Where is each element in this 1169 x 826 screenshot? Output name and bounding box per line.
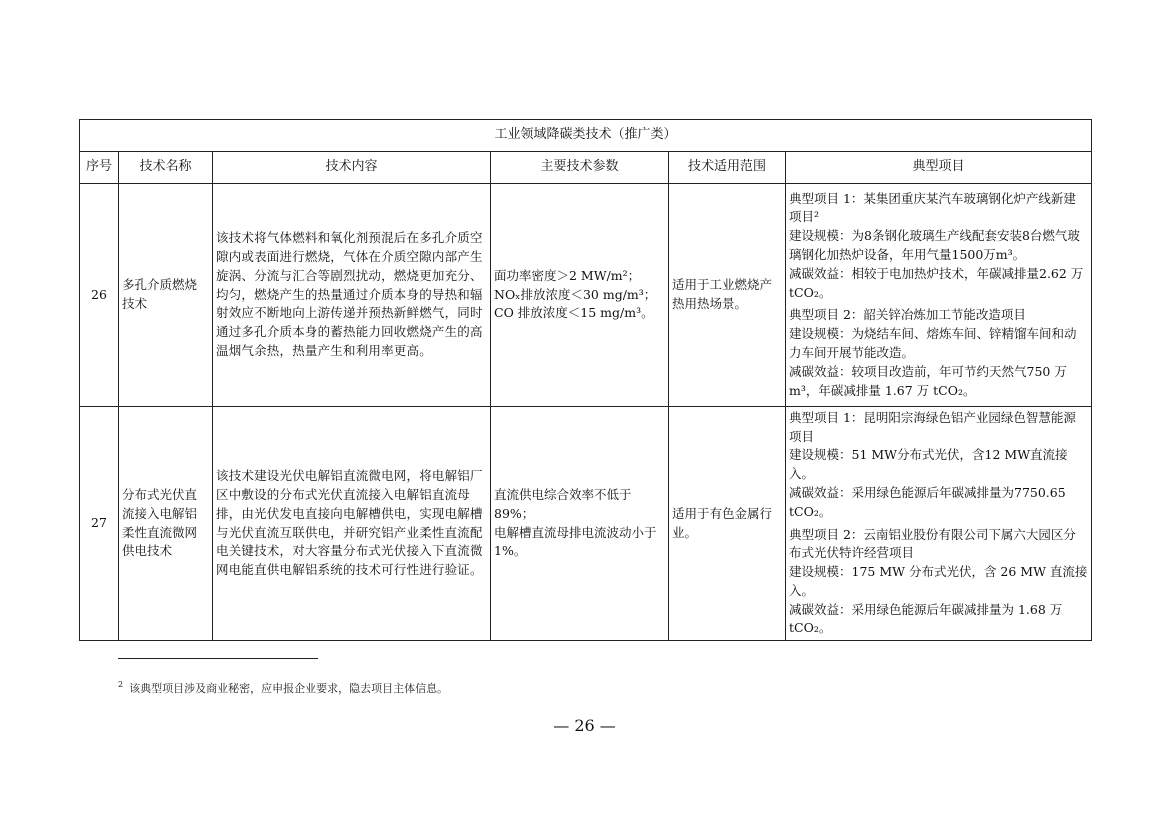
typical-projects (786, 407, 1092, 641)
project-block (789, 526, 1088, 639)
page-number: — 26 — (553, 716, 616, 735)
technology-table (79, 119, 1092, 641)
param-line: CO 排放浓度＜15 mg/m³。 (494, 305, 654, 321)
project-title: 典型项目 1：昆明阳宗海绿色铝产业园绿色智慧能源项目 (789, 409, 1076, 444)
project-benefit: 减碳效益：相较于电加热炉技术，年碳减排量2.62 万 tCO₂。 (789, 265, 1084, 300)
project-scale: 建设规模：51 MW分布式光伏，含12 MW直流接入。 (789, 447, 1068, 482)
param-line: NOₓ排放浓度＜30 mg/m³； (494, 286, 657, 302)
tech-name: 分布式光伏直流接入电解铝柔性直流微网供电技术 (119, 407, 213, 641)
project-block (789, 306, 1088, 400)
tech-scope: 适用于工业燃烧产热用热场景。 (669, 184, 786, 407)
table-row (80, 184, 1092, 407)
header-tech-content: 技术内容 (213, 152, 491, 184)
table-header-row (80, 152, 1092, 184)
footnote (118, 680, 448, 696)
project-block (789, 190, 1088, 303)
param-line: 电解槽直流母排电流波动小于 1%。 (494, 524, 657, 559)
tech-content: 该技术建设光伏电解铝直流微电网，将电解铝厂区中敷设的分布式光伏直流接入电解铝直流母排，由光伏发电直接向电解槽供电，实现电解槽与光伏直流互联供电，并研究铝产业柔性直流配电关键技术，对大容量分布式光伏接入下直流微网电能直供电解铝系统的技术可行性进行验证。 (213, 407, 491, 641)
typical-projects (786, 184, 1092, 407)
project-benefit: 减碳效益：采用绿色能源后年碳减排量为7750.65 tCO₂。 (789, 484, 1066, 519)
header-tech-name: 技术名称 (119, 152, 213, 184)
header-typical-projects: 典型项目 (786, 152, 1092, 184)
project-title: 典型项目 2：韶关锌冶炼加工节能改造项目 (789, 307, 1026, 323)
project-benefit: 减碳效益：较项目改造前，年可节约天然气750 万 m³，年碳减排量 1.67 万 tCO₂。 (789, 363, 1067, 398)
project-benefit: 减碳效益：采用绿色能源后年碳减排量为 1.68 万 tCO₂。 (789, 601, 1063, 636)
project-block (789, 409, 1088, 522)
row-number: 27 (80, 407, 119, 641)
tech-params (491, 184, 669, 407)
tech-scope: 适用于有色金属行业。 (669, 407, 786, 641)
footnote-text: 该典型项目涉及商业秘密，应申报企业要求，隐去项目主体信息。 (129, 682, 449, 695)
header-scope: 技术适用范围 (669, 152, 786, 184)
tech-params (491, 407, 669, 641)
param-line: 直流供电综合效率不低于89%； (494, 486, 632, 521)
tech-content: 该技术将气体燃料和氧化剂预混后在多孔介质空隙内或表面进行燃烧，气体在介质空隙内部产生旋涡、分流与汇合等剧烈扰动，燃烧更加充分、均匀，燃烧产生的热量通过介质本身的导热和辐射效应不断地向上游传递并预热新鲜燃气，同时通过多孔介质本身的蓄热能力回收燃烧产生的高温烟气余热，热量产生和利用率更高。 (213, 184, 491, 407)
footnote-rule (118, 658, 318, 659)
header-number: 序号 (80, 152, 119, 184)
param-line: 面功率密度＞2 MW/m²； (494, 267, 641, 283)
project-title: 典型项目 1：某集团重庆某汽车玻璃钢化炉产线新建项目² (789, 190, 1076, 225)
footnote-mark: 2 (118, 680, 124, 690)
table-row (80, 407, 1092, 641)
tech-name: 多孔介质燃烧技术 (119, 184, 213, 407)
project-title: 典型项目 2：云南铝业股份有限公司下属六大园区分布式光伏特许经营项目 (789, 526, 1076, 561)
project-scale: 建设规模：为8条钢化玻璃生产线配套安装8台燃气玻璃钢化加热炉设备，年用气量1500万m³。 (789, 228, 1080, 262)
row-number: 26 (80, 184, 119, 407)
table-title: 工业领域降碳类技术（推广类） (80, 120, 1092, 152)
header-main-params: 主要技术参数 (491, 152, 669, 184)
project-scale: 建设规模：为烧结车间、熔炼车间、锌精馏车间和动力车间开展节能改造。 (789, 326, 1077, 360)
project-scale: 建设规模：175 MW 分布式光伏，含 26 MW 直流接入。 (789, 564, 1088, 598)
